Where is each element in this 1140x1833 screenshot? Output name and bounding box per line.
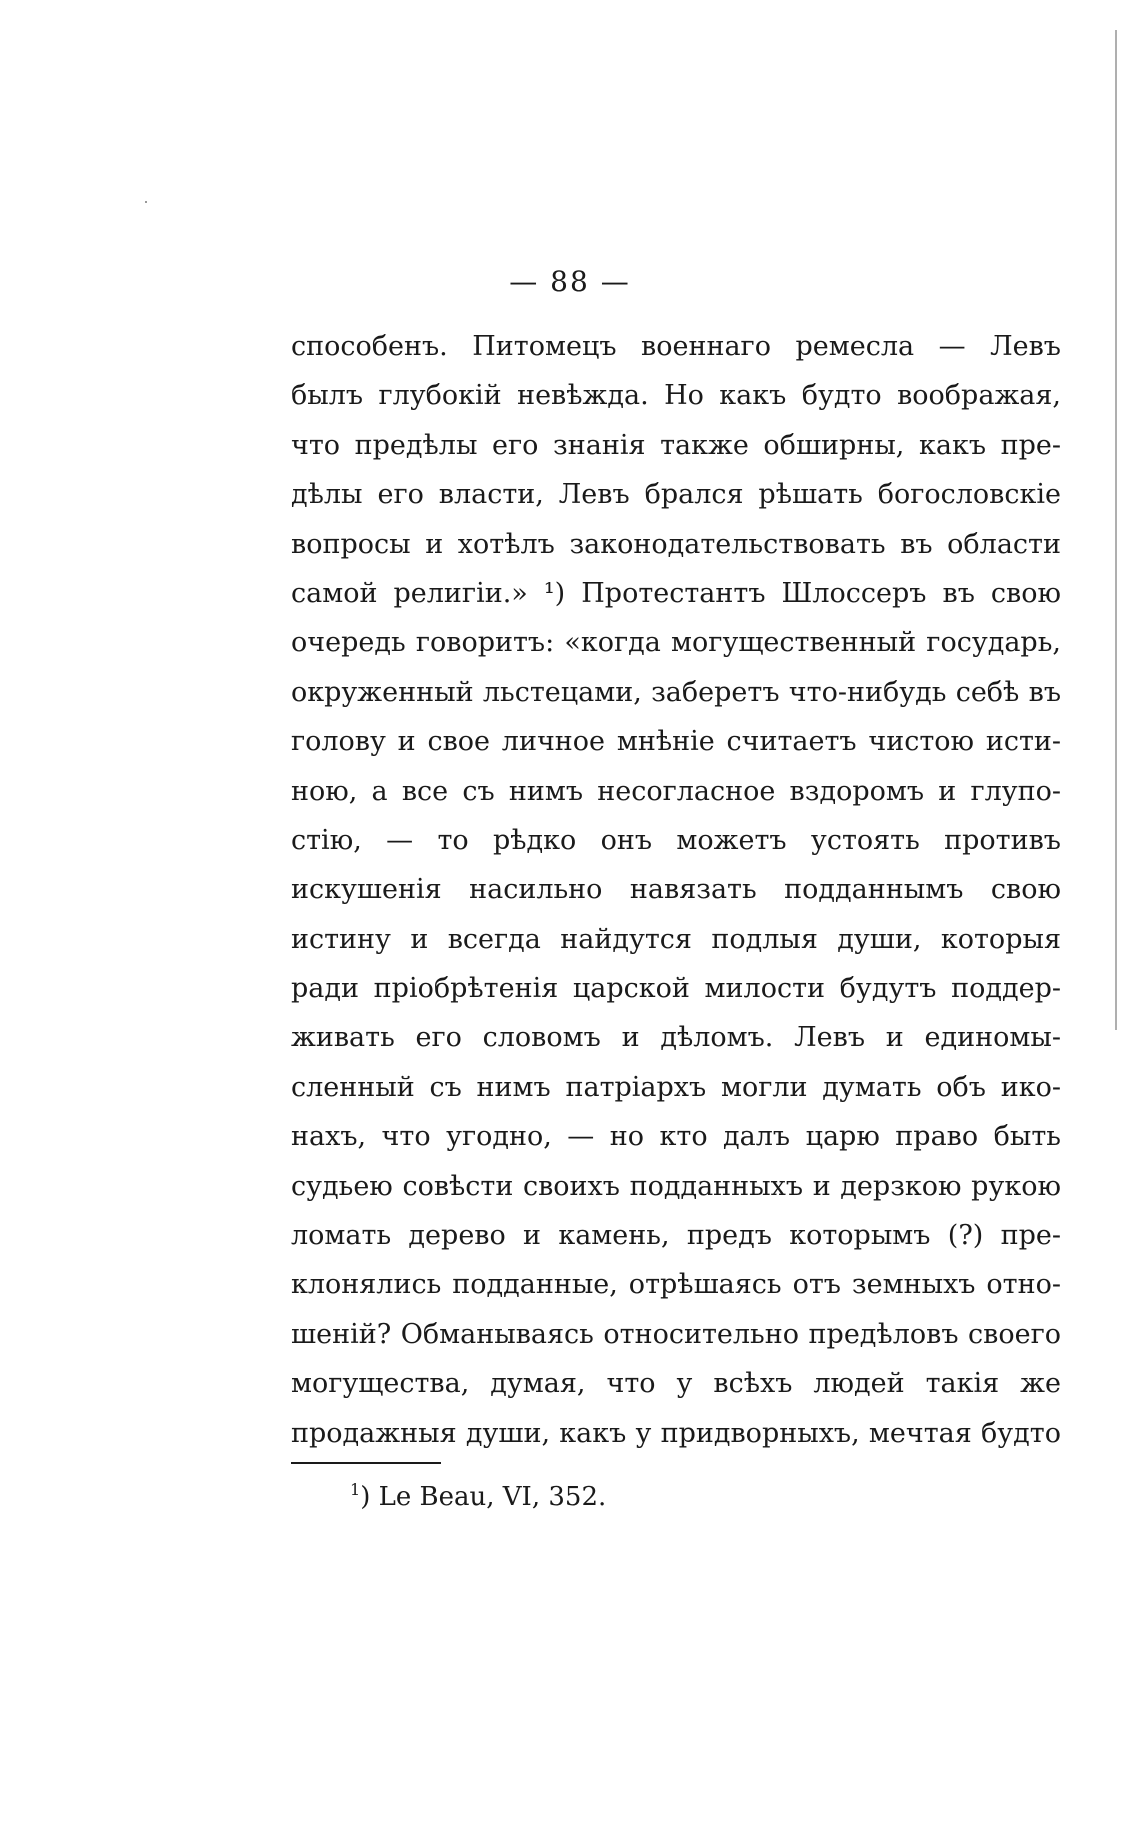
text-line: сленный съ нимъ патріархъ могли думать объ ико- <box>291 1071 1061 1103</box>
text-line: судьею совѣсти своихъ подданныхъ и дерзкою рукою <box>291 1170 1061 1202</box>
paper-speck <box>145 201 147 203</box>
text-line: былъ глубокій невѣжда. Но какъ будто воображая, <box>291 380 1061 412</box>
text-line: клонялись подданные, отрѣшаясь отъ земныхъ отно- <box>291 1269 1061 1301</box>
text-line: самой религіи.» ¹) Протестантъ Шлоссеръ въ свою <box>291 577 1061 609</box>
footnote-text: ) Le Beau, VI, 352. <box>360 1482 607 1512</box>
footnote <box>350 1470 606 1517</box>
text-line: шеній? Обманываясь относительно предѣловъ своего <box>291 1318 1061 1350</box>
text-line: продажныя души, какъ у придворныхъ, мечтая будто <box>291 1417 1061 1449</box>
body-text <box>291 322 1061 1458</box>
footnote-marker: 1 <box>350 1480 361 1499</box>
page-edge-line <box>1115 30 1117 1030</box>
text-line: стію, — то рѣдко онъ можетъ устоять противъ <box>291 824 1061 856</box>
text-line: живать его словомъ и дѣломъ. Левъ и единомы- <box>291 1022 1061 1054</box>
text-line: голову и свое личное мнѣніе считаетъ чистою исти- <box>291 726 1061 758</box>
text-line: истину и всегда найдутся подлыя души, которыя <box>291 923 1061 955</box>
text-line: дѣлы его власти, Левъ брался рѣшать богословскіе <box>291 479 1061 511</box>
text-line: способенъ. Питомецъ военнаго ремесла — Левъ <box>291 331 1061 362</box>
text-line: вопросы и хотѣлъ законодательствовать въ области <box>291 528 1061 560</box>
text-line: что предѣлы его знанія также обширны, какъ пре- <box>291 429 1061 461</box>
text-line: искушенія насильно навязать подданнымъ свою <box>291 874 1061 906</box>
text-line: очередь говоритъ: «когда могущественный государь, <box>291 627 1061 659</box>
text-line: ною, а все съ нимъ несогласное вздоромъ и глупо- <box>291 775 1061 807</box>
text-line: ломать дерево и камень, предъ которымъ (?) пре- <box>291 1220 1061 1252</box>
text-line: окруженный льстецами, заберетъ что-нибудь себѣ въ <box>291 676 1061 708</box>
page-number: — 88 — <box>509 265 631 298</box>
footnote-rule <box>291 1462 441 1464</box>
text-line: могущества, думая, что у всѣхъ людей такія же <box>291 1368 1061 1400</box>
text-line: ради пріобрѣтенія царской милости будутъ поддер- <box>291 973 1061 1005</box>
text-line: нахъ, что угодно, — но кто далъ царю право быть <box>291 1121 1061 1153</box>
